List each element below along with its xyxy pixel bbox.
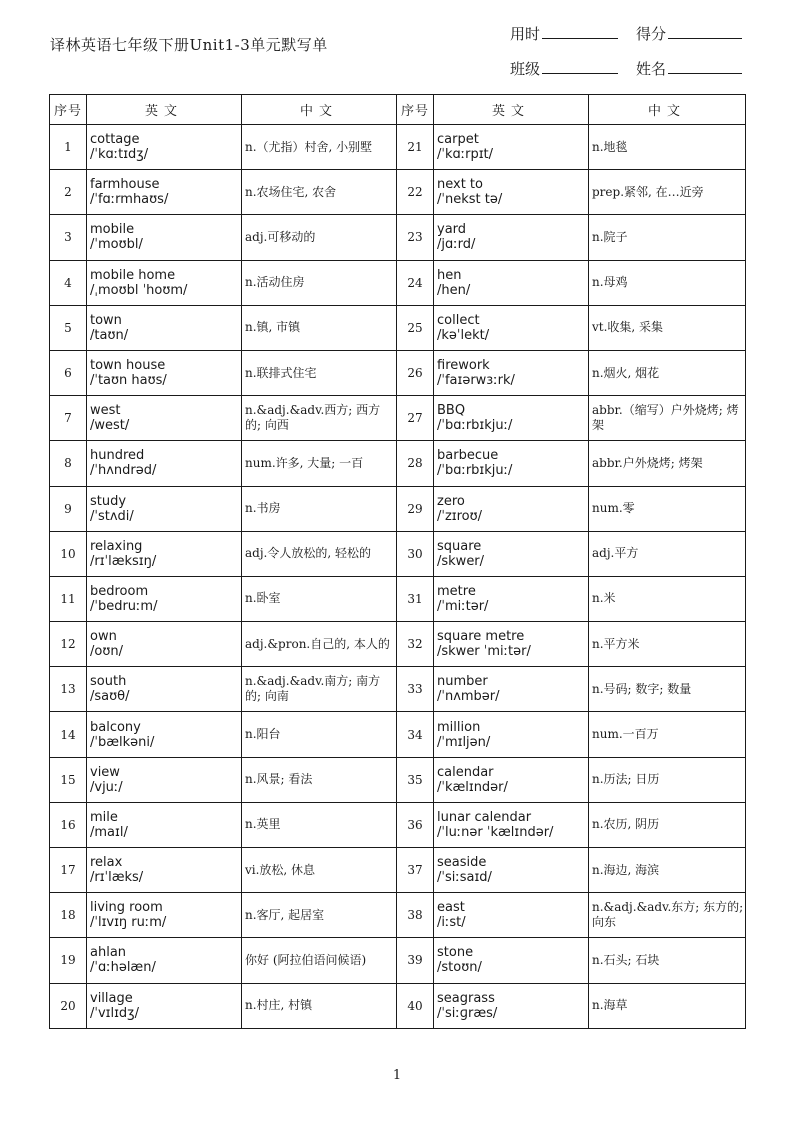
english-word: village (90, 990, 133, 1006)
seq-number: 8 (50, 441, 87, 486)
chinese-meaning: n.风景; 看法 (242, 757, 397, 802)
english-cell (434, 622, 589, 667)
english-word: mobile (90, 222, 135, 238)
english-word: mile (90, 809, 118, 825)
seq-number: 9 (50, 486, 87, 531)
phonetic: /ˈmɪljən/ (437, 734, 491, 750)
english-word: zero (437, 493, 465, 509)
english-cell (434, 350, 589, 395)
page-title: 译林英语七年级下册Unit1-3单元默写单 (50, 36, 328, 54)
phonetic: /ˈbɑːrbɪkjuː/ (437, 463, 513, 479)
english-word: west (90, 403, 121, 419)
phonetic: /rɪˈlæks/ (90, 870, 144, 886)
chinese-meaning: n.联排式住宅 (242, 350, 397, 395)
table-row (50, 893, 746, 938)
english-cell (87, 396, 242, 441)
english-word: view (90, 764, 120, 780)
english-cell (434, 667, 589, 712)
phonetic: /ˈsiːɡræs/ (437, 1005, 498, 1021)
english-cell (87, 757, 242, 802)
english-cell (87, 170, 242, 215)
phonetic: /skwer/ (437, 553, 485, 569)
page-number: 1 (392, 1068, 402, 1083)
score-label: 得分 (636, 25, 667, 43)
phonetic: /ˈkælɪndər/ (437, 779, 508, 795)
english-cell (434, 893, 589, 938)
english-cell (87, 802, 242, 847)
phonetic: /maɪl/ (90, 824, 128, 840)
chinese-meaning: n.石头; 石块 (589, 938, 746, 983)
english-word: hen (437, 267, 462, 283)
name-field[interactable] (636, 58, 742, 79)
english-cell (87, 441, 242, 486)
english-cell (434, 396, 589, 441)
english-word: town (90, 312, 122, 328)
table-row (50, 938, 746, 983)
seq-number: 5 (50, 305, 87, 350)
seq-number: 16 (50, 802, 87, 847)
seq-number: 23 (397, 215, 434, 260)
phonetic: /ˈnekst tə/ (437, 192, 503, 208)
table-row (50, 125, 746, 170)
phonetic: /ˈzɪroʊ/ (437, 508, 483, 524)
english-cell (87, 531, 242, 576)
english-word: relaxing (90, 538, 143, 554)
english-word: million (437, 719, 481, 735)
chinese-meaning: n.院子 (589, 215, 746, 260)
english-word: relax (90, 855, 123, 871)
phonetic: /ˈhʌndrəd/ (90, 463, 157, 479)
english-word: carpet (437, 132, 479, 148)
seq-number: 14 (50, 712, 87, 757)
phonetic: /ˈbedruːm/ (90, 598, 158, 614)
seq-number: 37 (397, 848, 434, 893)
chinese-meaning: adj.令人放松的, 轻松的 (242, 531, 397, 576)
phonetic: /vjuː/ (90, 779, 123, 795)
phonetic: /ˈmiːtər/ (437, 598, 489, 614)
table-row (50, 170, 746, 215)
table-row (50, 260, 746, 305)
header-seq: 序号 (397, 95, 434, 125)
chinese-meaning: n.客厅, 起居室 (242, 893, 397, 938)
seq-number: 17 (50, 848, 87, 893)
table-row (50, 802, 746, 847)
english-cell (434, 260, 589, 305)
time-blank[interactable] (542, 26, 618, 39)
phonetic: /stoʊn/ (437, 960, 482, 976)
table-row (50, 396, 746, 441)
seq-number: 38 (397, 893, 434, 938)
seq-number: 19 (50, 938, 87, 983)
phonetic: /ˈvɪlɪdʒ/ (90, 1005, 140, 1021)
english-word: metre (437, 583, 476, 599)
chinese-meaning: n.海边, 海滨 (589, 848, 746, 893)
phonetic: /ˈfɑːrmhaʊs/ (90, 192, 169, 208)
seq-number: 40 (397, 983, 434, 1028)
english-cell (434, 215, 589, 260)
english-cell (434, 170, 589, 215)
phonetic: /saʊθ/ (90, 689, 130, 705)
seq-number: 18 (50, 893, 87, 938)
english-cell (87, 350, 242, 395)
phonetic: /west/ (90, 418, 130, 434)
english-word: barbecue (437, 448, 499, 464)
seq-number: 28 (397, 441, 434, 486)
seq-number: 36 (397, 802, 434, 847)
seq-number: 32 (397, 622, 434, 667)
phonetic: /iːst/ (437, 915, 466, 931)
english-word: living room (90, 900, 163, 916)
chinese-meaning: adj.平方 (589, 531, 746, 576)
english-cell (87, 938, 242, 983)
chinese-meaning: n.母鸡 (589, 260, 746, 305)
english-cell (87, 983, 242, 1028)
phonetic: /ˈnʌmbər/ (437, 689, 500, 705)
english-word: collect (437, 312, 480, 328)
english-word: hundred (90, 448, 145, 464)
english-word: next to (437, 177, 483, 193)
seq-number: 20 (50, 983, 87, 1028)
table-row (50, 622, 746, 667)
class-label: 班级 (510, 60, 541, 78)
english-cell (87, 305, 242, 350)
english-word: town house (90, 358, 166, 374)
table-row (50, 983, 746, 1028)
chinese-meaning: n.阳台 (242, 712, 397, 757)
english-word: firework (437, 358, 490, 374)
chinese-meaning: n.活动住房 (242, 260, 397, 305)
phonetic: /hen/ (437, 282, 471, 298)
chinese-meaning: n.（尤指）村舍, 小别墅 (242, 125, 397, 170)
english-cell (434, 486, 589, 531)
chinese-meaning: abbr.户外烧烤; 烤架 (589, 441, 746, 486)
english-cell (87, 848, 242, 893)
english-cell (434, 441, 589, 486)
chinese-meaning: n.卧室 (242, 576, 397, 621)
phonetic: /ˈstʌdi/ (90, 508, 134, 524)
seq-number: 3 (50, 215, 87, 260)
vocabulary-table (49, 94, 746, 1029)
english-word: square metre (437, 629, 525, 645)
english-word: south (90, 674, 127, 690)
seq-number: 6 (50, 350, 87, 395)
chinese-meaning: n.平方米 (589, 622, 746, 667)
english-cell (87, 622, 242, 667)
seq-number: 31 (397, 576, 434, 621)
seq-number: 1 (50, 125, 87, 170)
header-en: 英文 (434, 95, 589, 125)
english-word: bedroom (90, 583, 149, 599)
time-field[interactable] (510, 23, 618, 44)
english-cell (434, 531, 589, 576)
english-cell (87, 486, 242, 531)
table-row (50, 757, 746, 802)
chinese-meaning: adj.&pron.自己的, 本人的 (242, 622, 397, 667)
chinese-meaning: n.镇, 市镇 (242, 305, 397, 350)
seq-number: 2 (50, 170, 87, 215)
english-word: lunar calendar (437, 809, 532, 825)
phonetic: /skwer ˈmiːtər/ (437, 644, 531, 660)
english-cell (434, 305, 589, 350)
chinese-meaning: n.书房 (242, 486, 397, 531)
english-cell (434, 576, 589, 621)
english-cell (87, 125, 242, 170)
chinese-meaning: num.许多, 大量; 一百 (242, 441, 397, 486)
english-cell (434, 802, 589, 847)
seq-number: 33 (397, 667, 434, 712)
english-word: balcony (90, 719, 141, 735)
seq-number: 15 (50, 757, 87, 802)
english-cell (87, 667, 242, 712)
english-cell (87, 576, 242, 621)
table-row (50, 305, 746, 350)
table-row (50, 486, 746, 531)
chinese-meaning: vi.放松, 休息 (242, 848, 397, 893)
seq-number: 12 (50, 622, 87, 667)
phonetic: /ˈtaʊn haʊs/ (90, 373, 167, 389)
chinese-meaning: n.农场住宅, 农舍 (242, 170, 397, 215)
english-cell (87, 215, 242, 260)
chinese-meaning: n.&adj.&adv.西方; 西方的; 向西 (242, 396, 397, 441)
name-label: 姓名 (636, 60, 667, 78)
english-cell (434, 938, 589, 983)
chinese-meaning: vt.收集, 采集 (589, 305, 746, 350)
seq-number: 4 (50, 260, 87, 305)
seq-number: 35 (397, 757, 434, 802)
english-word: cottage (90, 132, 140, 148)
english-cell (87, 893, 242, 938)
english-word: farmhouse (90, 177, 160, 193)
phonetic: /kəˈlekt/ (437, 327, 490, 343)
time-label: 用时 (510, 25, 541, 43)
english-cell (434, 712, 589, 757)
chinese-meaning: n.米 (589, 576, 746, 621)
chinese-meaning: n.海草 (589, 983, 746, 1028)
english-word: own (90, 629, 117, 645)
english-word: number (437, 674, 488, 690)
table-row (50, 576, 746, 621)
header-zh: 中文 (589, 95, 746, 125)
english-cell (434, 125, 589, 170)
table-row (50, 531, 746, 576)
seq-number: 29 (397, 486, 434, 531)
english-word: yard (437, 222, 467, 238)
english-cell (87, 712, 242, 757)
english-word: mobile home (90, 267, 176, 283)
english-word: east (437, 900, 465, 916)
english-word: stone (437, 945, 474, 961)
seq-number: 22 (397, 170, 434, 215)
chinese-meaning: n.村庄, 村镇 (242, 983, 397, 1028)
seq-number: 39 (397, 938, 434, 983)
chinese-meaning: adj.可移动的 (242, 215, 397, 260)
chinese-meaning: abbr.（缩写）户外烧烤; 烤架 (589, 396, 746, 441)
chinese-meaning: n.农历, 阴历 (589, 802, 746, 847)
header-en: 英文 (87, 95, 242, 125)
table-row (50, 215, 746, 260)
score-field[interactable] (636, 23, 742, 44)
chinese-meaning: n.地毯 (589, 125, 746, 170)
english-word: square (437, 538, 482, 554)
name-blank[interactable] (668, 61, 742, 74)
chinese-meaning: num.零 (589, 486, 746, 531)
chinese-meaning: n.历法; 日历 (589, 757, 746, 802)
phonetic: /ˈlɪvɪŋ ruːm/ (90, 915, 167, 931)
chinese-meaning: n.&adj.&adv.东方; 东方的; 向东 (589, 893, 746, 938)
seq-number: 27 (397, 396, 434, 441)
phonetic: /oʊn/ (90, 644, 123, 660)
class-blank[interactable] (542, 61, 618, 74)
seq-number: 30 (397, 531, 434, 576)
phonetic: /ˈkɑːrpɪt/ (437, 147, 494, 163)
phonetic: /ˈkɑːtɪdʒ/ (90, 147, 149, 163)
seq-number: 21 (397, 125, 434, 170)
english-cell (434, 757, 589, 802)
seq-number: 10 (50, 531, 87, 576)
phonetic: /ˈluːnər ˈkælɪndər/ (437, 824, 554, 840)
table-row (50, 848, 746, 893)
phonetic: /jɑːrd/ (437, 237, 476, 253)
phonetic: /ˈfaɪərwɜːrk/ (437, 373, 515, 389)
header-zh: 中文 (242, 95, 397, 125)
english-word: calendar (437, 764, 494, 780)
phonetic: /ˈɑːhəlæn/ (90, 960, 156, 976)
phonetic: /ˈsiːsaɪd/ (437, 870, 492, 886)
phonetic: /taʊn/ (90, 327, 129, 343)
table-row (50, 441, 746, 486)
chinese-meaning: n.烟火, 烟花 (589, 350, 746, 395)
seq-number: 24 (397, 260, 434, 305)
class-field[interactable] (510, 58, 618, 79)
english-cell (434, 848, 589, 893)
english-cell (87, 260, 242, 305)
score-blank[interactable] (668, 26, 742, 39)
english-word: seaside (437, 855, 487, 871)
table-row (50, 712, 746, 757)
seq-number: 7 (50, 396, 87, 441)
seq-number: 25 (397, 305, 434, 350)
chinese-meaning: n.&adj.&adv.南方; 南方的; 向南 (242, 667, 397, 712)
english-cell (434, 983, 589, 1028)
chinese-meaning: n.英里 (242, 802, 397, 847)
chinese-meaning: prep.紧邻, 在…近旁 (589, 170, 746, 215)
seq-number: 11 (50, 576, 87, 621)
chinese-meaning: 你好 (阿拉伯语问候语) (242, 938, 397, 983)
seq-number: 26 (397, 350, 434, 395)
seq-number: 13 (50, 667, 87, 712)
seq-number: 34 (397, 712, 434, 757)
chinese-meaning: n.号码; 数字; 数量 (589, 667, 746, 712)
english-word: study (90, 493, 127, 509)
english-word: ahlan (90, 945, 127, 961)
phonetic: /ˈmoʊbl/ (90, 237, 143, 253)
table-row (50, 350, 746, 395)
chinese-meaning: num.一百万 (589, 712, 746, 757)
english-word: BBQ (437, 403, 466, 419)
phonetic: /ˌmoʊbl ˈhoʊm/ (90, 282, 188, 298)
phonetic: /rɪˈlæksɪŋ/ (90, 553, 157, 569)
table-row (50, 667, 746, 712)
phonetic: /ˈbɑːrbɪkjuː/ (437, 418, 513, 434)
english-word: seagrass (437, 990, 495, 1006)
table-body (50, 125, 746, 1029)
table-header-row (50, 95, 746, 125)
phonetic: /ˈbælkəni/ (90, 734, 155, 750)
header-seq: 序号 (50, 95, 87, 125)
